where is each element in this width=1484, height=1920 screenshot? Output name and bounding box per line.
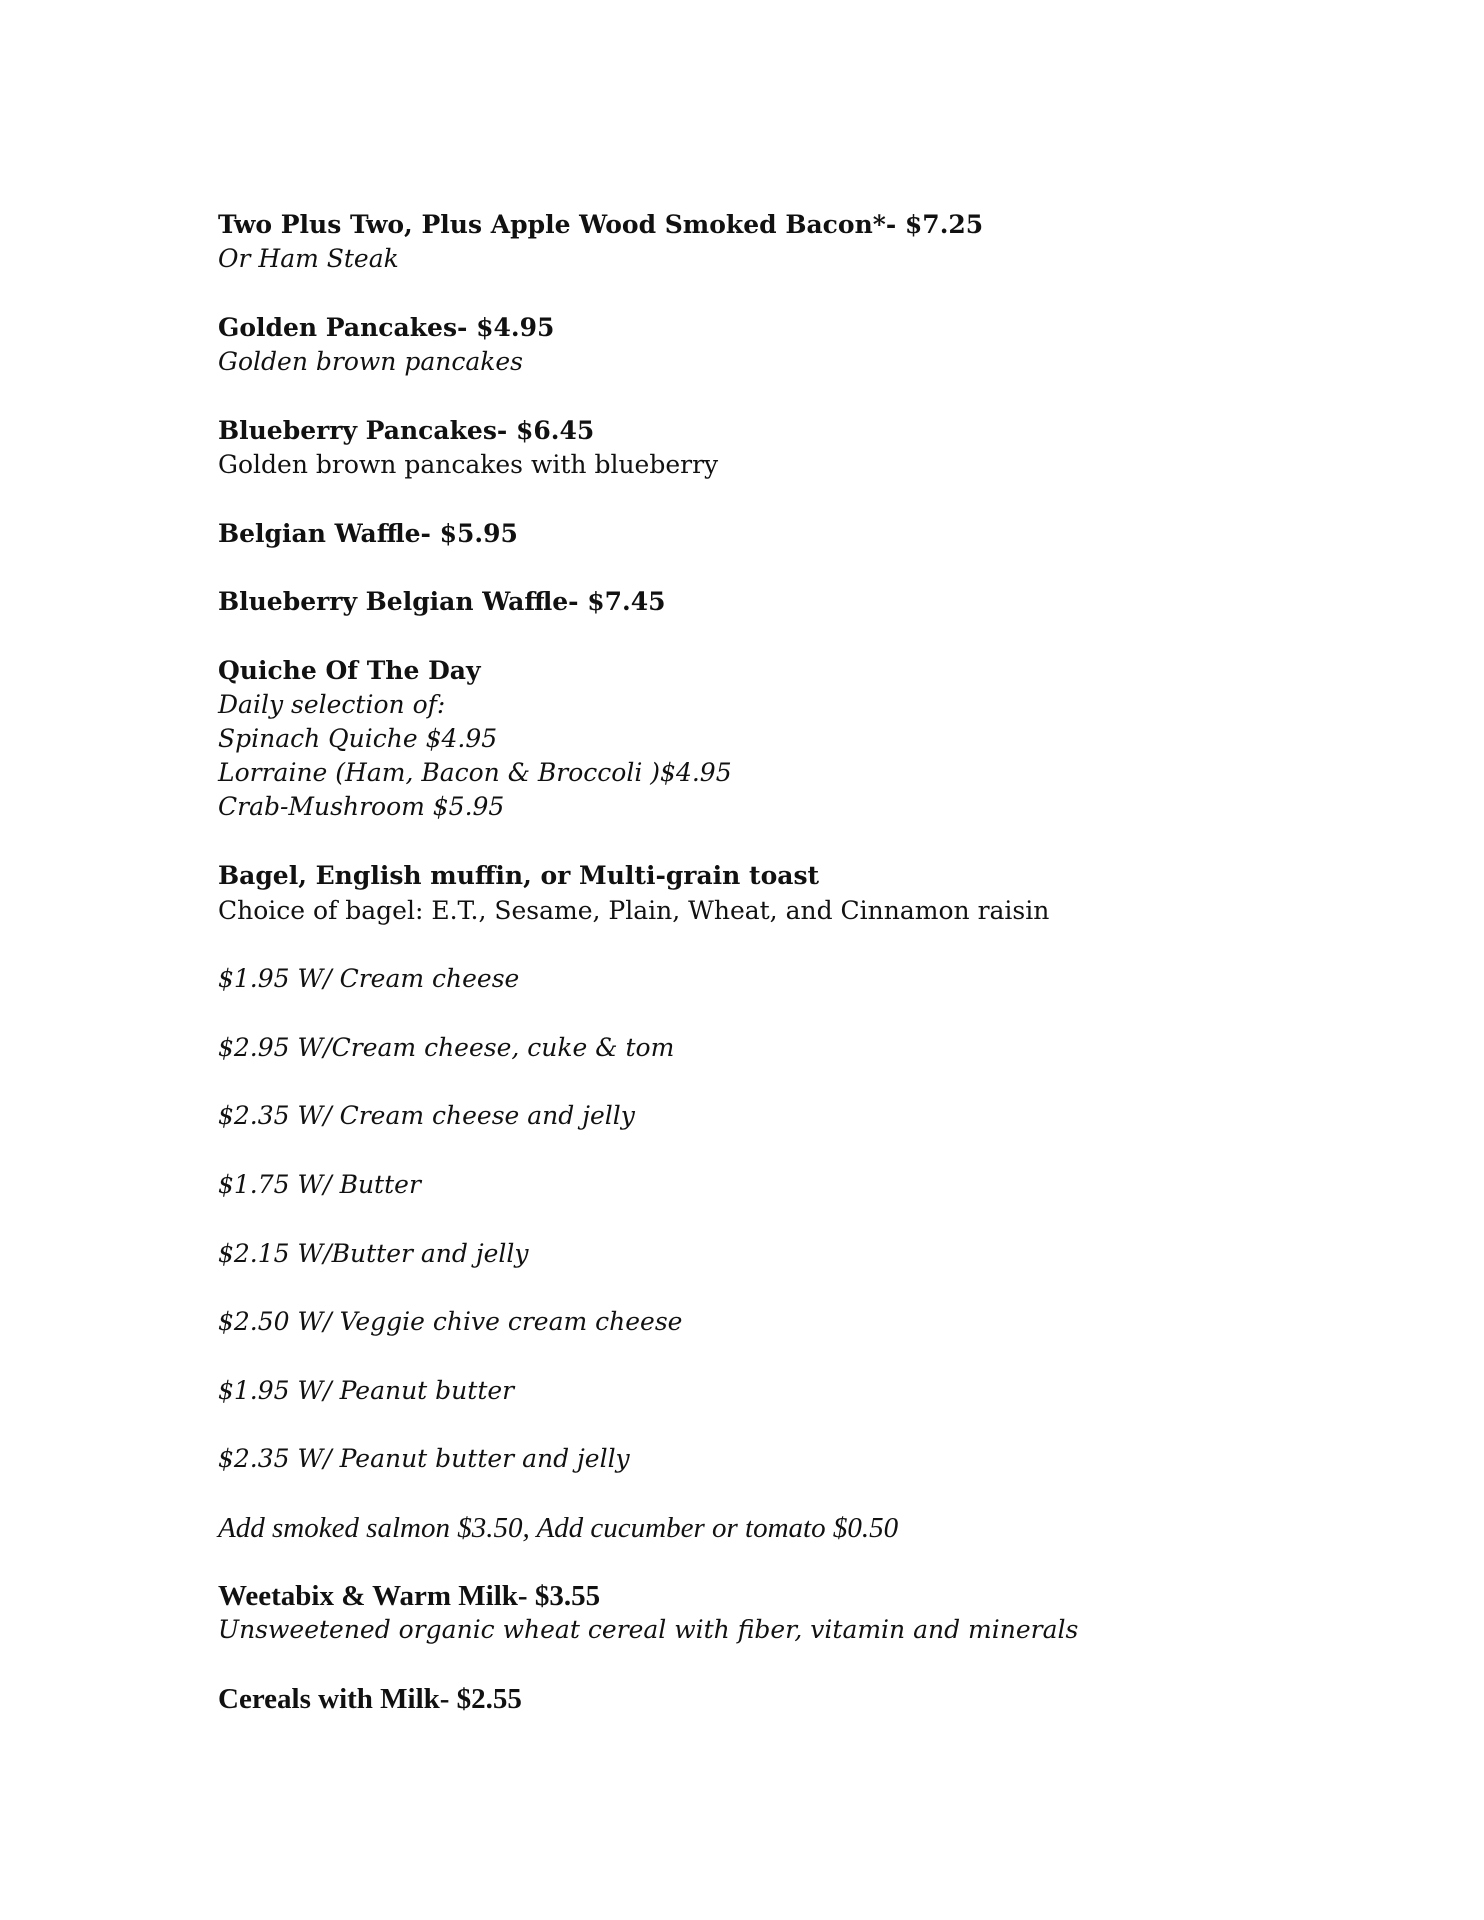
item-title: Quiche Of The Day	[218, 656, 481, 685]
bagel-option: $2.35 W/ Cream cheese and jelly	[218, 1101, 635, 1130]
quiche-line: Daily selection of:	[218, 690, 446, 719]
item-description: Choice of bagel: E.T., Sesame, Plain, Wheat, and Cinnamon raisin	[218, 896, 1050, 925]
item-title: Belgian Waffle- $5.95	[218, 519, 518, 548]
item-title: Two Plus Two, Plus Apple Wood Smoked Bacon*- $7.25	[218, 210, 984, 239]
item-title: Bagel, English muffin, or Multi-grain toast	[218, 861, 820, 890]
bagel-option: $1.95 W/ Peanut butter	[218, 1376, 515, 1405]
item-description: Or Ham Steak	[218, 244, 399, 273]
bagel-option: $2.95 W/Cream cheese, cuke & tom	[218, 1033, 675, 1062]
item-title: Blueberry Pancakes- $6.45	[218, 416, 595, 445]
bagel-option: $2.15 W/Butter and jelly	[218, 1239, 529, 1268]
addons-note: Add smoked salmon $3.50, Add cucumber or tomato $0.50	[218, 1512, 899, 1544]
bagel-option: $1.75 W/ Butter	[218, 1170, 421, 1199]
quiche-line: Lorraine (Ham, Bacon & Broccoli )$4.95	[218, 758, 732, 787]
item-description: Golden brown pancakes with blueberry	[218, 450, 719, 479]
item-description: Unsweetened organic wheat cereal with fiber, vitamin and minerals	[218, 1615, 1079, 1644]
bagel-option: $1.95 W/ Cream cheese	[218, 964, 520, 993]
quiche-line: Spinach Quiche $4.95	[218, 724, 498, 753]
item-title: Blueberry Belgian Waffle- $7.45	[218, 587, 666, 616]
item-title: Cereals with Milk- $2.55	[218, 1683, 522, 1715]
item-title: Weetabix & Warm Milk- $3.55	[218, 1580, 601, 1612]
bagel-option: $2.35 W/ Peanut butter and jelly	[218, 1444, 630, 1473]
bagel-option: $2.50 W/ Veggie chive cream cheese	[218, 1307, 683, 1336]
item-title: Golden Pancakes- $4.95	[218, 313, 555, 342]
quiche-line: Crab-Mushroom $5.95	[218, 792, 505, 821]
item-description: Golden brown pancakes	[218, 347, 524, 376]
